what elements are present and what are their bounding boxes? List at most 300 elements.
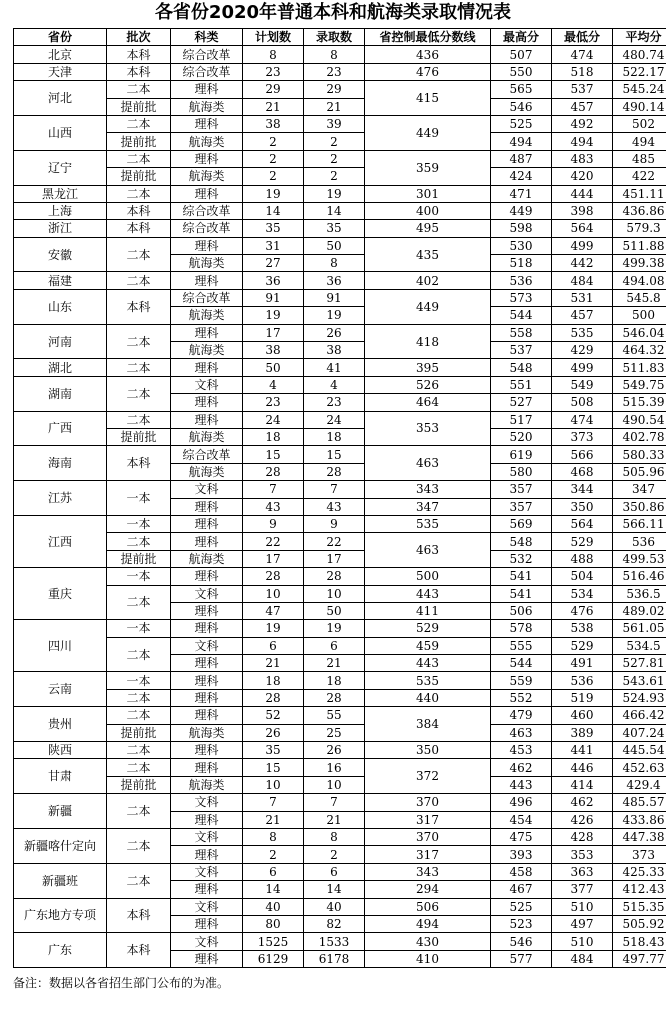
table-cell: 531 xyxy=(552,289,613,306)
table-row xyxy=(14,324,666,341)
table-row xyxy=(14,620,666,637)
table-cell: 19 xyxy=(304,307,365,324)
table-cell: 理科 xyxy=(171,881,243,898)
table-cell: 414 xyxy=(552,776,613,793)
table-cell: 499.53 xyxy=(613,550,666,567)
table-cell: 507 xyxy=(491,46,552,63)
table-cell: 二本 xyxy=(107,863,171,898)
table-cell: 519 xyxy=(552,689,613,706)
table-cell: 河南 xyxy=(14,324,107,359)
table-cell: 综合改革 xyxy=(171,63,243,80)
table-cell: 6 xyxy=(304,637,365,654)
table-cell: 二本 xyxy=(107,759,171,776)
table-cell: 505.92 xyxy=(613,915,666,932)
table-cell: 二本 xyxy=(107,689,171,706)
table-cell: 410 xyxy=(365,950,491,967)
table-cell: 安徽 xyxy=(14,237,107,272)
table-cell: 530 xyxy=(491,237,552,254)
table-cell: 理科 xyxy=(171,620,243,637)
table-cell: 19 xyxy=(304,185,365,202)
table-cell: 理科 xyxy=(171,707,243,724)
table-cell: 8 xyxy=(304,828,365,845)
table-cell: 39 xyxy=(304,115,365,132)
table-cell: 422 xyxy=(613,168,666,185)
table-cell: 理科 xyxy=(171,533,243,550)
table-cell: 543.61 xyxy=(613,672,666,689)
table-cell: 15 xyxy=(243,759,304,776)
table-cell: 本科 xyxy=(107,63,171,80)
table-cell: 475 xyxy=(491,828,552,845)
table-cell: 520 xyxy=(491,428,552,445)
table-cell: 二本 xyxy=(107,794,171,829)
table-cell: 二本 xyxy=(107,376,171,411)
table-cell: 航海类 xyxy=(171,255,243,272)
table-cell: 8 xyxy=(243,46,304,63)
table-body xyxy=(14,46,666,968)
table-cell: 564 xyxy=(552,515,613,532)
table-cell: 23 xyxy=(304,394,365,411)
header-province: 省份 xyxy=(14,29,107,46)
table-cell: 52 xyxy=(243,707,304,724)
table-cell: 甘肃 xyxy=(14,759,107,794)
table-cell: 536 xyxy=(552,672,613,689)
table-cell: 467 xyxy=(491,881,552,898)
table-cell: 536.5 xyxy=(613,585,666,602)
table-cell: 564 xyxy=(552,220,613,237)
table-cell: 525 xyxy=(491,115,552,132)
table-cell: 474 xyxy=(552,411,613,428)
table-cell: 80 xyxy=(243,915,304,932)
table-cell: 36 xyxy=(304,272,365,289)
table-cell: 457 xyxy=(552,98,613,115)
table-cell: 579.3 xyxy=(613,220,666,237)
table-cell: 19 xyxy=(243,620,304,637)
table-cell: 广西 xyxy=(14,411,107,446)
table-cell: 理科 xyxy=(171,655,243,672)
table-cell: 359 xyxy=(365,150,491,185)
table-cell: 548 xyxy=(491,359,552,376)
table-cell: 483 xyxy=(552,150,613,167)
table-cell: 9 xyxy=(243,515,304,532)
table-cell: 546 xyxy=(491,933,552,950)
table-cell: 27 xyxy=(243,255,304,272)
table-cell: 四川 xyxy=(14,620,107,672)
table-cell: 395 xyxy=(365,359,491,376)
table-row xyxy=(14,428,666,445)
table-cell: 515.35 xyxy=(613,898,666,915)
table-cell: 二本 xyxy=(107,185,171,202)
table-cell: 理科 xyxy=(171,950,243,967)
table-cell: 文科 xyxy=(171,585,243,602)
table-cell: 2 xyxy=(304,168,365,185)
table-cell: 494 xyxy=(613,133,666,150)
table-row xyxy=(14,707,666,724)
table-cell: 理科 xyxy=(171,689,243,706)
table-cell: 462 xyxy=(491,759,552,776)
table-cell: 21 xyxy=(243,811,304,828)
table-cell: 412.43 xyxy=(613,881,666,898)
table-cell: 28 xyxy=(304,568,365,585)
header-category: 科类 xyxy=(171,29,243,46)
table-cell: 文科 xyxy=(171,376,243,393)
table-cell: 综合改革 xyxy=(171,446,243,463)
table-cell: 548 xyxy=(491,533,552,550)
table-cell: 24 xyxy=(304,411,365,428)
table-cell: 二本 xyxy=(107,237,171,272)
table-row xyxy=(14,933,666,950)
table-cell: 47 xyxy=(243,602,304,619)
table-cell: 525 xyxy=(491,898,552,915)
table-row xyxy=(14,863,666,880)
table-cell: 566 xyxy=(552,446,613,463)
table-cell: 484 xyxy=(552,272,613,289)
table-cell: 418 xyxy=(365,324,491,359)
table-row xyxy=(14,150,666,167)
table-cell: 515.39 xyxy=(613,394,666,411)
table-cell: 航海类 xyxy=(171,342,243,359)
table-row xyxy=(14,742,666,759)
table-row xyxy=(14,63,666,80)
table-cell: 454 xyxy=(491,811,552,828)
table-cell: 文科 xyxy=(171,933,243,950)
table-cell: 400 xyxy=(365,202,491,219)
header-min-score: 最低分 xyxy=(552,29,613,46)
table-cell: 理科 xyxy=(171,237,243,254)
table-cell: 476 xyxy=(552,602,613,619)
table-cell: 海南 xyxy=(14,446,107,481)
table-cell: 29 xyxy=(304,81,365,98)
table-cell: 353 xyxy=(365,411,491,446)
table-row xyxy=(14,376,666,393)
table-cell: 518.43 xyxy=(613,933,666,950)
table-cell: 424 xyxy=(491,168,552,185)
table-cell: 文科 xyxy=(171,898,243,915)
table-cell: 1525 xyxy=(243,933,304,950)
table-cell: 529 xyxy=(365,620,491,637)
table-cell: 370 xyxy=(365,828,491,845)
table-cell: 航海类 xyxy=(171,724,243,741)
table-cell: 航海类 xyxy=(171,776,243,793)
table-cell: 527 xyxy=(491,394,552,411)
table-cell: 一本 xyxy=(107,672,171,689)
table-cell: 535 xyxy=(365,515,491,532)
table-cell: 402.78 xyxy=(613,428,666,445)
table-cell: 344 xyxy=(552,481,613,498)
table-cell: 提前批 xyxy=(107,724,171,741)
table-cell: 40 xyxy=(243,898,304,915)
table-cell: 二本 xyxy=(107,828,171,863)
table-cell: 航海类 xyxy=(171,133,243,150)
table-cell: 23 xyxy=(243,63,304,80)
table-cell: 480.74 xyxy=(613,46,666,63)
table-cell: 综合改革 xyxy=(171,46,243,63)
table-cell: 文科 xyxy=(171,637,243,654)
table-cell: 航海类 xyxy=(171,463,243,480)
table-cell: 二本 xyxy=(107,742,171,759)
table-cell: 294 xyxy=(365,881,491,898)
table-cell: 二本 xyxy=(107,324,171,359)
table-cell: 提前批 xyxy=(107,428,171,445)
table-cell: 429 xyxy=(552,342,613,359)
table-cell: 4 xyxy=(304,376,365,393)
table-cell: 14 xyxy=(243,202,304,219)
table-cell: 43 xyxy=(243,498,304,515)
table-cell: 463 xyxy=(365,533,491,568)
table-cell: 29 xyxy=(243,81,304,98)
table-cell: 508 xyxy=(552,394,613,411)
table-cell: 523 xyxy=(491,915,552,932)
header-max-score: 最高分 xyxy=(491,29,552,46)
table-cell: 565 xyxy=(491,81,552,98)
table-cell: 4 xyxy=(243,376,304,393)
table-cell: 499 xyxy=(552,237,613,254)
table-row xyxy=(14,672,666,689)
table-cell: 518 xyxy=(552,63,613,80)
table-cell: 35 xyxy=(243,220,304,237)
table-cell: 549.75 xyxy=(613,376,666,393)
table-cell: 40 xyxy=(304,898,365,915)
table-cell: 38 xyxy=(304,342,365,359)
table-cell: 辽宁 xyxy=(14,150,107,185)
table-cell: 理科 xyxy=(171,568,243,585)
table-cell: 552 xyxy=(491,689,552,706)
table-cell: 444 xyxy=(552,185,613,202)
table-cell: 517 xyxy=(491,411,552,428)
table-cell: 529 xyxy=(552,533,613,550)
table-cell: 489.02 xyxy=(613,602,666,619)
table-cell: 428 xyxy=(552,828,613,845)
table-row xyxy=(14,794,666,811)
table-cell: 文科 xyxy=(171,828,243,845)
table-cell: 561.05 xyxy=(613,620,666,637)
table-cell: 420 xyxy=(552,168,613,185)
table-row xyxy=(14,202,666,219)
table-cell: 347 xyxy=(613,481,666,498)
table-cell: 二本 xyxy=(107,150,171,167)
table-cell: 522.17 xyxy=(613,63,666,80)
table-row xyxy=(14,568,666,585)
table-cell: 443 xyxy=(491,776,552,793)
table-cell: 464 xyxy=(365,394,491,411)
table-cell: 353 xyxy=(552,846,613,863)
table-cell: 350 xyxy=(552,498,613,515)
table-cell: 549 xyxy=(552,376,613,393)
table-cell: 541 xyxy=(491,585,552,602)
table-cell: 464.32 xyxy=(613,342,666,359)
table-cell: 384 xyxy=(365,707,491,742)
table-cell: 山西 xyxy=(14,115,107,150)
table-cell: 理科 xyxy=(171,498,243,515)
table-cell: 28 xyxy=(243,463,304,480)
header-admitted: 录取数 xyxy=(304,29,365,46)
table-cell: 航海类 xyxy=(171,98,243,115)
table-cell: 23 xyxy=(243,394,304,411)
table-cell: 485 xyxy=(613,150,666,167)
table-cell: 443 xyxy=(365,655,491,672)
table-cell: 本科 xyxy=(107,289,171,324)
table-cell: 26 xyxy=(304,742,365,759)
table-cell: 488 xyxy=(552,550,613,567)
table-cell: 453 xyxy=(491,742,552,759)
header-plan: 计划数 xyxy=(243,29,304,46)
table-cell: 6 xyxy=(304,863,365,880)
table-cell: 6 xyxy=(243,637,304,654)
table-cell: 516.46 xyxy=(613,568,666,585)
table-row xyxy=(14,220,666,237)
table-cell: 提前批 xyxy=(107,133,171,150)
table-cell: 10 xyxy=(304,585,365,602)
table-cell: 363 xyxy=(552,863,613,880)
admission-table xyxy=(13,28,666,968)
table-cell: 510 xyxy=(552,933,613,950)
table-cell: 459 xyxy=(365,637,491,654)
table-cell: 21 xyxy=(304,811,365,828)
table-cell: 一本 xyxy=(107,481,171,516)
table-cell: 41 xyxy=(304,359,365,376)
table-cell: 上海 xyxy=(14,202,107,219)
table-cell: 19 xyxy=(243,307,304,324)
table-cell: 理科 xyxy=(171,515,243,532)
table-cell: 理科 xyxy=(171,272,243,289)
table-cell: 347 xyxy=(365,498,491,515)
table-cell: 91 xyxy=(243,289,304,306)
table-row xyxy=(14,411,666,428)
table-cell: 二本 xyxy=(107,115,171,132)
table-cell: 新疆喀什定向 xyxy=(14,828,107,863)
table-cell: 19 xyxy=(304,620,365,637)
table-cell: 理科 xyxy=(171,742,243,759)
table-cell: 411 xyxy=(365,602,491,619)
table-cell: 理科 xyxy=(171,394,243,411)
table-cell: 10 xyxy=(243,585,304,602)
table-cell: 485.57 xyxy=(613,794,666,811)
table-cell: 1533 xyxy=(304,933,365,950)
table-cell: 理科 xyxy=(171,115,243,132)
table-cell: 二本 xyxy=(107,637,171,672)
table-cell: 本科 xyxy=(107,46,171,63)
table-cell: 本科 xyxy=(107,220,171,237)
table-cell: 14 xyxy=(304,202,365,219)
table-cell: 广东 xyxy=(14,933,107,968)
table-cell: 537 xyxy=(552,81,613,98)
table-row xyxy=(14,115,666,132)
table-cell: 22 xyxy=(304,533,365,550)
table-cell: 511.83 xyxy=(613,359,666,376)
table-cell: 527.81 xyxy=(613,655,666,672)
table-cell: 577 xyxy=(491,950,552,967)
table-cell: 373 xyxy=(552,428,613,445)
table-row xyxy=(14,81,666,98)
table-row xyxy=(14,237,666,254)
table-cell: 445.54 xyxy=(613,742,666,759)
table-cell: 新疆 xyxy=(14,794,107,829)
table-cell: 理科 xyxy=(171,915,243,932)
table-cell: 494.08 xyxy=(613,272,666,289)
table-cell: 7 xyxy=(243,794,304,811)
table-cell: 贵州 xyxy=(14,707,107,742)
table-cell: 566.11 xyxy=(613,515,666,532)
table-cell: 343 xyxy=(365,481,491,498)
table-cell: 23 xyxy=(304,63,365,80)
table-cell: 555 xyxy=(491,637,552,654)
table-cell: 6129 xyxy=(243,950,304,967)
table-cell: 北京 xyxy=(14,46,107,63)
table-cell: 25 xyxy=(304,724,365,741)
table-cell: 江苏 xyxy=(14,481,107,516)
table-cell: 518 xyxy=(491,255,552,272)
table-cell: 524.93 xyxy=(613,689,666,706)
table-cell: 本科 xyxy=(107,202,171,219)
table-cell: 350 xyxy=(365,742,491,759)
table-cell: 28 xyxy=(304,689,365,706)
table-cell: 534 xyxy=(552,585,613,602)
table-cell: 14 xyxy=(243,881,304,898)
table-cell: 2 xyxy=(304,133,365,150)
table-cell: 21 xyxy=(243,655,304,672)
table-cell: 湖南 xyxy=(14,376,107,411)
header-avg-score: 平均分 xyxy=(613,29,666,46)
table-cell: 2 xyxy=(243,150,304,167)
table-cell: 471 xyxy=(491,185,552,202)
table-cell: 15 xyxy=(243,446,304,463)
table-cell: 新疆班 xyxy=(14,863,107,898)
table-cell: 8 xyxy=(304,46,365,63)
table-cell: 317 xyxy=(365,846,491,863)
table-cell: 综合改革 xyxy=(171,289,243,306)
table-cell: 506 xyxy=(365,898,491,915)
table-cell: 18 xyxy=(304,428,365,445)
table-row xyxy=(14,550,666,567)
table-cell: 598 xyxy=(491,220,552,237)
table-cell: 449 xyxy=(491,202,552,219)
table-cell: 天津 xyxy=(14,63,107,80)
table-cell: 466.42 xyxy=(613,707,666,724)
table-cell: 本科 xyxy=(107,933,171,968)
table-row xyxy=(14,133,666,150)
table-row xyxy=(14,481,666,498)
table-cell: 26 xyxy=(243,724,304,741)
table-cell: 提前批 xyxy=(107,776,171,793)
table-cell: 二本 xyxy=(107,81,171,98)
table-cell: 463 xyxy=(365,446,491,481)
table-cell: 10 xyxy=(243,776,304,793)
table-cell: 435 xyxy=(365,237,491,272)
table-cell: 二本 xyxy=(107,707,171,724)
table-cell: 河北 xyxy=(14,81,107,116)
table-cell: 510 xyxy=(552,898,613,915)
table-cell: 6178 xyxy=(304,950,365,967)
table-row xyxy=(14,776,666,793)
table-cell: 436.86 xyxy=(613,202,666,219)
table-cell: 36 xyxy=(243,272,304,289)
table-cell: 499 xyxy=(552,359,613,376)
table-cell: 10 xyxy=(304,776,365,793)
table-cell: 17 xyxy=(243,550,304,567)
table-cell: 529 xyxy=(552,637,613,654)
table-cell: 16 xyxy=(304,759,365,776)
table-cell: 黑龙江 xyxy=(14,185,107,202)
table-cell: 538 xyxy=(552,620,613,637)
table-cell: 一本 xyxy=(107,515,171,532)
table-cell: 546.04 xyxy=(613,324,666,341)
table-cell: 370 xyxy=(365,794,491,811)
table-cell: 357 xyxy=(491,498,552,515)
table-cell: 532 xyxy=(491,550,552,567)
table-cell: 433.86 xyxy=(613,811,666,828)
table-cell: 550 xyxy=(491,63,552,80)
table-cell: 二本 xyxy=(107,585,171,620)
table-cell: 21 xyxy=(304,655,365,672)
